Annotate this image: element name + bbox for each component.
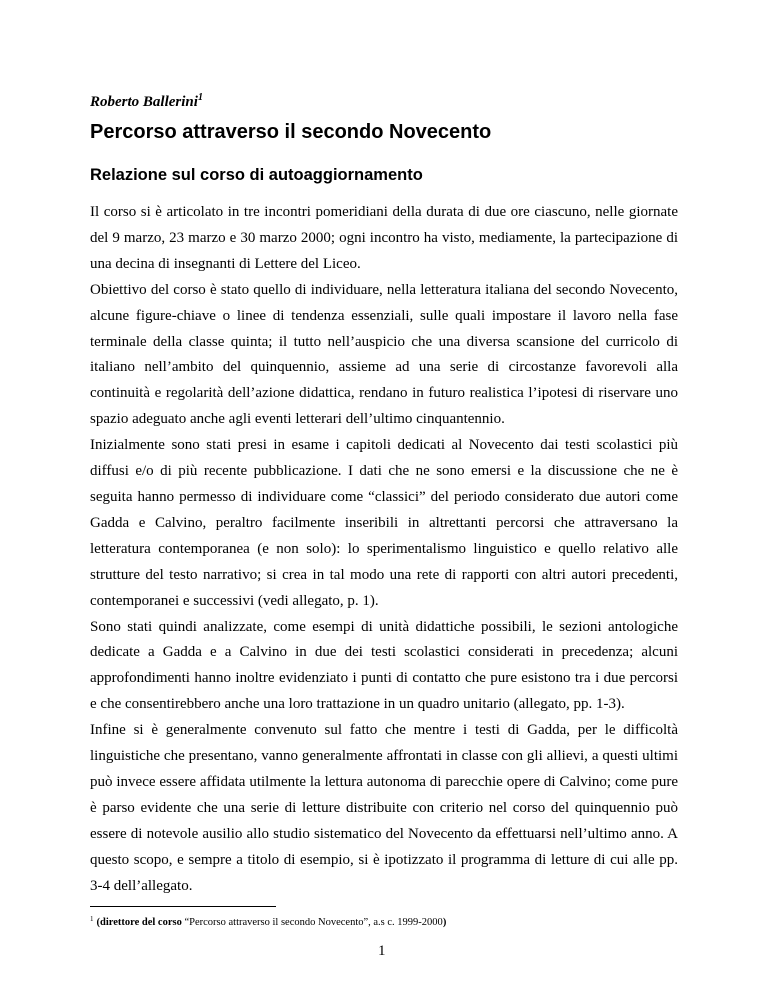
author-footnote-ref[interactable]: 1: [197, 92, 203, 103]
footnote-text: “Percorso attraverso il secondo Novecento”, a.s c. 1999-2000: [184, 917, 443, 928]
footnote-number: 1: [90, 915, 94, 923]
author-line: [90, 89, 203, 111]
document-page: [90, 0, 678, 994]
footnote-label: (direttore del corso: [96, 917, 182, 928]
paragraph-5: Infine si è generalmente convenuto sul fatto che mentre i testi di Gadda, per le difficoltà linguistiche che presentano, vanno generalmente affrontati in classe con gli allievi, a questi ultimi può invece essere affidata utilmente la lettura autonoma di parecchie opere di Calvino; come pure è parso evidente che una serie di letture distribuite con criterio nel corso del quinquennio può essere di notevole ausilio allo studio sistematico del Novecento da effettuarsi nell’ultimo anno. A questo scopo, e sempre a titolo di esempio, si è ipotizzato il programma di letture di cui alle pp. 3-4 dell’allegato.: [90, 722, 678, 894]
footnote-separator: [90, 906, 276, 907]
paragraph-4: Sono stati quindi analizzate, come esempi di unità didattiche possibili, le sezioni antologiche dedicate a Gadda e a Calvino in due dei testi scolastici considerati in precedenza; alcuni approfondimenti hanno inoltre evidenziato i punti di contatto che pure esistono tra i due percorsi e che consentirebbero anche una loro trattazione in un quadro unitario (allegato, pp. 1-3).: [90, 618, 678, 713]
document-title: Percorso attraverso il secondo Novecento: [90, 121, 492, 143]
author-name: Roberto Ballerini: [90, 94, 198, 110]
paragraph-2: Obiettivo del corso è stato quello di individuare, nella letteratura italiana del secondo Novecento, alcune figure-chiave o linee di tendenza essenziali, sulle quali impostare il lavoro nella fase terminale della classe quinta; il tutto nell’auspicio che una diversa scansione del curricolo di italiano nell’ambito del quinquennio, assieme ad una serie di circostanze favorevoli alla continuità e regolarità dell’azione didattica, rendano in futuro realistica l’ipotesi di riservare uno spazio adeguato anche agli eventi letterari dell’ultimo cinquantennio.: [90, 281, 678, 428]
paragraph-3: Inizialmente sono stati presi in esame i capitoli dedicati al Novecento dai testi scolastici più diffusi e/o di più recente pubblicazione. I dati che ne sono emersi e la discussione che ne è seguita hanno permesso di individuare come “classici” del periodo considerato due autori come Gadda e Calvino, peraltro facilmente inseribili in altrettanti percorsi che attraversano la letteratura contemporanea (e non solo): lo sperimentalismo linguistico e quello relativo alle strutture del testo narrativo; si crea in tal modo una rete di rapporti con altri autori precedenti, contemporanei e successivi (vedi allegato, p. 1).: [90, 437, 678, 609]
body-text: [90, 200, 678, 899]
footnote: [90, 913, 446, 929]
paragraph-1: Il corso si è articolato in tre incontri pomeridiani della durata di due ore ciascuno, nelle giornate del 9 marzo, 23 marzo e 30 marzo 2000; ogni incontro ha visto, mediamente, la partecipazione di una decina di insegnanti di Lettere del Liceo.: [90, 204, 678, 272]
document-subtitle: Relazione sul corso di autoaggiornamento: [90, 166, 423, 184]
footnote-close: ): [442, 917, 447, 928]
page-number: 1: [378, 943, 386, 959]
